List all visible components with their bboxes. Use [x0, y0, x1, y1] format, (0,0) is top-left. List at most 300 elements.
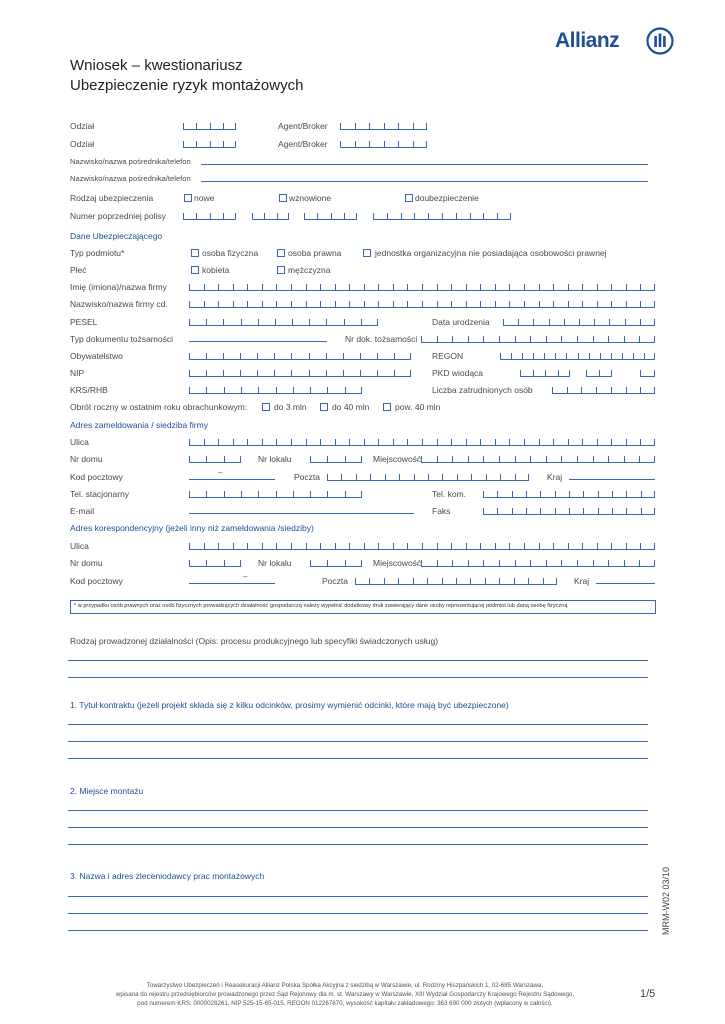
cell-tick: [327, 474, 328, 480]
activity-line-1[interactable]: [68, 660, 648, 661]
cell-tick: [561, 336, 562, 342]
cell-tick: [378, 301, 379, 307]
cell-tick: [625, 319, 626, 325]
cell-tick: [540, 508, 541, 514]
cell-tick: [466, 543, 467, 549]
cell-tick: [247, 439, 248, 445]
cell-tick: [583, 491, 584, 497]
cell-tick: [524, 284, 525, 290]
cell-tick: [456, 578, 457, 584]
intermediary-field-2[interactable]: [201, 181, 648, 182]
cell-tick: [291, 301, 292, 307]
q2-line-2[interactable]: [68, 827, 648, 828]
cell-tick: [533, 353, 534, 359]
fax-field[interactable]: [483, 508, 655, 515]
fax-label: Faks: [432, 506, 451, 516]
cell-tick: [310, 491, 311, 497]
cell-tick: [549, 319, 550, 325]
cell-tick: [561, 456, 562, 462]
cell-tick: [497, 491, 498, 497]
cell-tick: [218, 543, 219, 549]
cell-tick: [499, 336, 500, 342]
checkbox-org[interactable]: [363, 249, 371, 257]
cell-tick: [626, 284, 627, 290]
cell-tick: [546, 456, 547, 462]
cell-tick: [624, 336, 625, 342]
cell-tick: [524, 301, 525, 307]
cell-tick: [378, 284, 379, 290]
cell-tick: [206, 353, 207, 359]
cell-tick: [422, 284, 423, 290]
corr-post-field[interactable]: [355, 578, 557, 585]
cell-tick: [247, 301, 248, 307]
cell-tick: [437, 301, 438, 307]
cell-tick: [196, 141, 197, 147]
cell-tick: [361, 387, 362, 393]
cell-tick: [510, 213, 511, 219]
cell-tick: [555, 491, 556, 497]
prev-policy-field-3[interactable]: [304, 213, 357, 220]
cell-tick: [569, 508, 570, 514]
cell-tick: [483, 456, 484, 462]
cell-tick: [545, 370, 546, 376]
cell-tick: [235, 123, 236, 129]
intermediary-label-1: Nazwisko/nazwa pośrednika/telefon: [70, 157, 191, 166]
cell-tick: [597, 543, 598, 549]
cell-tick: [428, 213, 429, 219]
cell-tick: [568, 439, 569, 445]
cell-tick: [522, 353, 523, 359]
cell-tick: [514, 578, 515, 584]
cell-tick: [275, 319, 276, 325]
last-name-label: Nazwisko/nazwa firmy cd.: [70, 299, 168, 309]
checkbox-female[interactable]: [191, 266, 199, 274]
cell-tick: [224, 560, 225, 566]
cell-tick: [466, 301, 467, 307]
country-label: Kraj: [547, 472, 563, 482]
cell-tick: [293, 491, 294, 497]
cell-tick: [369, 141, 370, 147]
pesel-label: PESEL: [70, 317, 98, 327]
cell-tick: [240, 456, 241, 462]
cell-tick: [567, 387, 568, 393]
cell-tick: [452, 336, 453, 342]
cell-tick: [437, 284, 438, 290]
cell-tick: [345, 560, 346, 566]
q2-line-3[interactable]: [68, 844, 648, 845]
cell-tick: [640, 319, 641, 325]
email-field[interactable]: [189, 513, 414, 514]
agent-label-2: Agent/Broker: [278, 139, 328, 149]
cell-tick: [393, 284, 394, 290]
cell-tick: [600, 353, 601, 359]
cell-tick: [500, 474, 501, 480]
mobile-label: Tel. kom.: [432, 489, 467, 499]
cell-tick: [426, 141, 427, 147]
odzial-field-1[interactable]: [183, 123, 236, 130]
cell-tick: [437, 336, 438, 342]
cell-tick: [639, 456, 640, 462]
option-male-label: mężczyzna: [288, 265, 331, 275]
cell-tick: [341, 474, 342, 480]
cell-tick: [612, 508, 613, 514]
cell-tick: [343, 370, 344, 376]
agent-field-1[interactable]: [340, 123, 427, 130]
pesel-field[interactable]: [189, 319, 378, 326]
cell-tick: [577, 336, 578, 342]
cell-tick: [552, 387, 553, 393]
cell-tick: [611, 301, 612, 307]
cell-tick: [206, 456, 207, 462]
cell-tick: [579, 319, 580, 325]
cell-tick: [641, 508, 642, 514]
cell-tick: [276, 543, 277, 549]
postal-code-field[interactable]: [189, 479, 275, 480]
cell-tick: [349, 439, 350, 445]
cell-tick: [277, 213, 278, 219]
id-doc-no-field[interactable]: [421, 336, 655, 343]
cell-tick: [335, 543, 336, 549]
last-name-field[interactable]: [189, 301, 655, 308]
cell-tick: [410, 353, 411, 359]
pkd-field-1[interactable]: [520, 370, 570, 377]
cell-tick: [633, 353, 634, 359]
cell-tick: [654, 370, 655, 376]
intermediary-field-1[interactable]: [201, 164, 648, 165]
footnote-text: * w przypadku osób prawnych oraz osób fizycznych prowadzących działalność gospodarczą należy wypełnić dodatkowy druk zawierający dane osoby reprezentującej podmiot lub daną osobę fizyczną: [74, 603, 568, 609]
cell-tick: [503, 319, 504, 325]
cell-tick: [345, 387, 346, 393]
cell-tick: [583, 508, 584, 514]
cell-tick: [340, 123, 341, 129]
footer-line-1: Towarzystwo Ubezpieczeń i Reasekuracji Allianz Polska Spółka Akcyjna z siedzibą w Warszawie, ul. Rodziny Hiszpańskich 1, 02-685 Warszawa,: [146, 982, 544, 989]
checkbox-new[interactable]: [184, 194, 192, 202]
citizenship-field[interactable]: [189, 353, 411, 360]
prev-policy-field-1[interactable]: [183, 213, 236, 220]
cell-tick: [468, 560, 469, 566]
city-field[interactable]: [421, 456, 655, 463]
cell-tick: [530, 560, 531, 566]
house-no-field[interactable]: [189, 456, 241, 463]
cell-tick: [495, 543, 496, 549]
cell-tick: [539, 439, 540, 445]
cell-tick: [344, 213, 345, 219]
option-40mln-label: do 40 mln: [332, 402, 370, 412]
cell-tick: [196, 123, 197, 129]
cell-tick: [196, 213, 197, 219]
cell-tick: [276, 491, 277, 497]
nip-label: NIP: [70, 368, 85, 378]
cell-tick: [364, 543, 365, 549]
cell-tick: [218, 284, 219, 290]
cell-tick: [262, 439, 263, 445]
phone-field[interactable]: [189, 491, 362, 498]
cell-tick: [641, 491, 642, 497]
odzial-label-2: Odział: [70, 139, 95, 149]
cell-tick: [309, 353, 310, 359]
cell-tick: [257, 353, 258, 359]
cell-tick: [276, 301, 277, 307]
cell-tick: [414, 474, 415, 480]
cell-tick: [437, 439, 438, 445]
cell-tick: [320, 284, 321, 290]
option-person-label: osoba fizyczna: [202, 248, 259, 258]
cell-tick: [189, 387, 190, 393]
cell-tick: [495, 439, 496, 445]
cell-tick: [611, 439, 612, 445]
post-label: Poczta: [294, 472, 320, 482]
cell-tick: [486, 474, 487, 480]
cell-tick: [451, 439, 452, 445]
cell-tick: [291, 543, 292, 549]
cell-tick: [566, 353, 567, 359]
cell-tick: [264, 213, 265, 219]
checkbox-3mln[interactable]: [262, 403, 270, 411]
cell-tick: [471, 474, 472, 480]
mobile-field[interactable]: [483, 491, 655, 498]
cell-tick: [393, 543, 394, 549]
cell-tick: [327, 491, 328, 497]
first-name-field[interactable]: [189, 284, 655, 291]
cell-tick: [189, 319, 190, 325]
cell-tick: [654, 491, 655, 497]
cell-tick: [378, 543, 379, 549]
corr-flat-no-field[interactable]: [310, 560, 362, 567]
corr-house-no-label: Nr domu: [70, 558, 103, 568]
post-field[interactable]: [327, 474, 529, 481]
cell-tick: [235, 141, 236, 147]
cell-tick: [654, 387, 655, 393]
cell-tick: [387, 213, 388, 219]
birth-date-field[interactable]: [503, 319, 655, 326]
nip-field[interactable]: [189, 370, 411, 377]
cell-tick: [543, 578, 544, 584]
cell-tick: [304, 213, 305, 219]
q1-line-1[interactable]: [68, 724, 648, 725]
cell-tick: [654, 301, 655, 307]
cell-tick: [568, 284, 569, 290]
cell-tick: [224, 456, 225, 462]
q3-line-3[interactable]: [68, 930, 648, 931]
cell-tick: [276, 387, 277, 393]
cell-tick: [524, 439, 525, 445]
cell-tick: [466, 439, 467, 445]
krs-label: KRS/RHB: [70, 385, 108, 395]
cell-tick: [470, 213, 471, 219]
cell-tick: [327, 387, 328, 393]
checkbox-over40mln[interactable]: [383, 403, 391, 411]
allianz-logo-text: Allianz: [555, 29, 620, 52]
cell-tick: [331, 213, 332, 219]
checkbox-person[interactable]: [191, 249, 199, 257]
cell-tick: [210, 213, 211, 219]
sex-label: Płeć: [70, 265, 87, 275]
cell-tick: [644, 353, 645, 359]
cell-tick: [582, 543, 583, 549]
street-field[interactable]: [189, 439, 655, 446]
prev-policy-field-4[interactable]: [373, 213, 511, 220]
cell-tick: [309, 370, 310, 376]
cell-tick: [640, 543, 641, 549]
cell-tick: [427, 578, 428, 584]
cell-tick: [509, 301, 510, 307]
cell-tick: [320, 439, 321, 445]
checkbox-40mln[interactable]: [320, 403, 328, 411]
cell-tick: [292, 319, 293, 325]
pkd-field-2[interactable]: [586, 370, 612, 377]
cell-tick: [555, 353, 556, 359]
cell-tick: [399, 474, 400, 480]
cell-tick: [639, 560, 640, 566]
cell-tick: [252, 213, 253, 219]
q1-label: 1. Tytuł kontraktu (jeżeli projekt składa się z kilku odcinków, prosimy wymienić odcinki, które mają być ubezpieczone): [70, 700, 509, 710]
cell-tick: [377, 319, 378, 325]
country-field[interactable]: [569, 479, 655, 480]
option-org-label: jednostka organizacyjna nie posiadająca osobowości prawnej: [375, 248, 607, 258]
checkbox-additional[interactable]: [405, 194, 413, 202]
prev-policy-field-2[interactable]: [252, 213, 289, 220]
option-renewed-label: wznowione: [289, 193, 332, 203]
cell-tick: [223, 319, 224, 325]
q1-line-2[interactable]: [68, 741, 648, 742]
insurance-type-label: Rodzaj ubezpieczenia: [70, 193, 154, 203]
checkbox-male[interactable]: [277, 266, 285, 274]
cell-tick: [568, 543, 569, 549]
id-doc-type-field[interactable]: [189, 341, 327, 342]
cell-tick: [626, 301, 627, 307]
cell-tick: [262, 301, 263, 307]
cell-tick: [364, 439, 365, 445]
cell-tick: [356, 474, 357, 480]
cell-tick: [577, 456, 578, 462]
cell-tick: [413, 578, 414, 584]
corr-city-field[interactable]: [421, 560, 655, 567]
cell-tick: [306, 301, 307, 307]
pkd-field-3[interactable]: [640, 370, 655, 377]
form-subtitle: Ubezpieczenie ryzyk montażowych: [70, 77, 304, 94]
cell-tick: [654, 456, 655, 462]
cell-tick: [224, 491, 225, 497]
cell-tick: [422, 301, 423, 307]
cell-tick: [326, 353, 327, 359]
cell-tick: [480, 543, 481, 549]
regon-label: REGON: [432, 351, 464, 361]
corr-house-no-field[interactable]: [189, 560, 241, 567]
cell-tick: [394, 353, 395, 359]
cell-tick: [407, 284, 408, 290]
cell-tick: [189, 301, 190, 307]
flat-no-field[interactable]: [310, 456, 362, 463]
footnote-box: [70, 600, 656, 614]
regon-field[interactable]: [500, 353, 655, 360]
cell-tick: [596, 387, 597, 393]
cell-tick: [640, 439, 641, 445]
cell-tick: [480, 284, 481, 290]
checkbox-legal[interactable]: [277, 249, 285, 257]
cell-tick: [335, 439, 336, 445]
cell-tick: [468, 336, 469, 342]
cell-tick: [594, 319, 595, 325]
corr-street-field[interactable]: [189, 543, 655, 550]
cell-tick: [569, 370, 570, 376]
cell-tick: [369, 578, 370, 584]
activity-label: Rodzaj prowadzonej działalności (Opis: procesu produkcyjnego lub specyfiki świadczonych usług): [70, 636, 439, 646]
cell-tick: [189, 560, 190, 566]
cell-tick: [241, 319, 242, 325]
cell-tick: [611, 370, 612, 376]
cell-tick: [593, 336, 594, 342]
odzial-field-2[interactable]: [183, 141, 236, 148]
cell-tick: [499, 456, 500, 462]
cell-tick: [183, 123, 184, 129]
cell-tick: [485, 578, 486, 584]
cell-tick: [452, 456, 453, 462]
cell-tick: [223, 213, 224, 219]
cell-tick: [349, 284, 350, 290]
cell-tick: [206, 387, 207, 393]
krs-field[interactable]: [189, 387, 362, 394]
cell-tick: [483, 508, 484, 514]
activity-line-2[interactable]: [68, 677, 648, 678]
cell-tick: [539, 301, 540, 307]
cell-tick: [480, 439, 481, 445]
cell-tick: [398, 123, 399, 129]
prev-policy-label: Numer poprzedniej polisy: [70, 211, 166, 221]
cell-tick: [578, 353, 579, 359]
cell-tick: [555, 508, 556, 514]
employees-field[interactable]: [552, 387, 655, 394]
cell-tick: [480, 301, 481, 307]
cell-tick: [258, 491, 259, 497]
q2-line-1[interactable]: [68, 810, 648, 811]
cell-tick: [326, 370, 327, 376]
cell-tick: [384, 578, 385, 584]
q1-line-3[interactable]: [68, 758, 648, 759]
cell-tick: [483, 491, 484, 497]
agent-field-2[interactable]: [340, 141, 427, 148]
cell-tick: [530, 336, 531, 342]
cell-tick: [369, 123, 370, 129]
cell-tick: [258, 319, 259, 325]
corr-postal-code-field[interactable]: [189, 583, 275, 584]
cell-tick: [343, 353, 344, 359]
cell-tick: [582, 439, 583, 445]
cell-tick: [335, 301, 336, 307]
q3-line-1[interactable]: [68, 896, 648, 897]
cell-tick: [654, 508, 655, 514]
cell-tick: [394, 370, 395, 376]
cell-tick: [218, 439, 219, 445]
cell-tick: [451, 301, 452, 307]
cell-tick: [310, 387, 311, 393]
checkbox-renewed[interactable]: [279, 194, 287, 202]
city-label: Miejscowość: [373, 454, 422, 464]
phone-label: Tel. stacjonarny: [70, 489, 130, 499]
cell-tick: [626, 508, 627, 514]
cell-tick: [437, 543, 438, 549]
cell-tick: [233, 301, 234, 307]
q3-line-2[interactable]: [68, 913, 648, 914]
cell-tick: [262, 284, 263, 290]
cell-tick: [349, 301, 350, 307]
cell-tick: [223, 353, 224, 359]
corr-country-field[interactable]: [596, 583, 655, 584]
cell-tick: [608, 336, 609, 342]
cell-tick: [413, 141, 414, 147]
cell-tick: [530, 456, 531, 462]
cell-tick: [189, 491, 190, 497]
cell-tick: [608, 456, 609, 462]
